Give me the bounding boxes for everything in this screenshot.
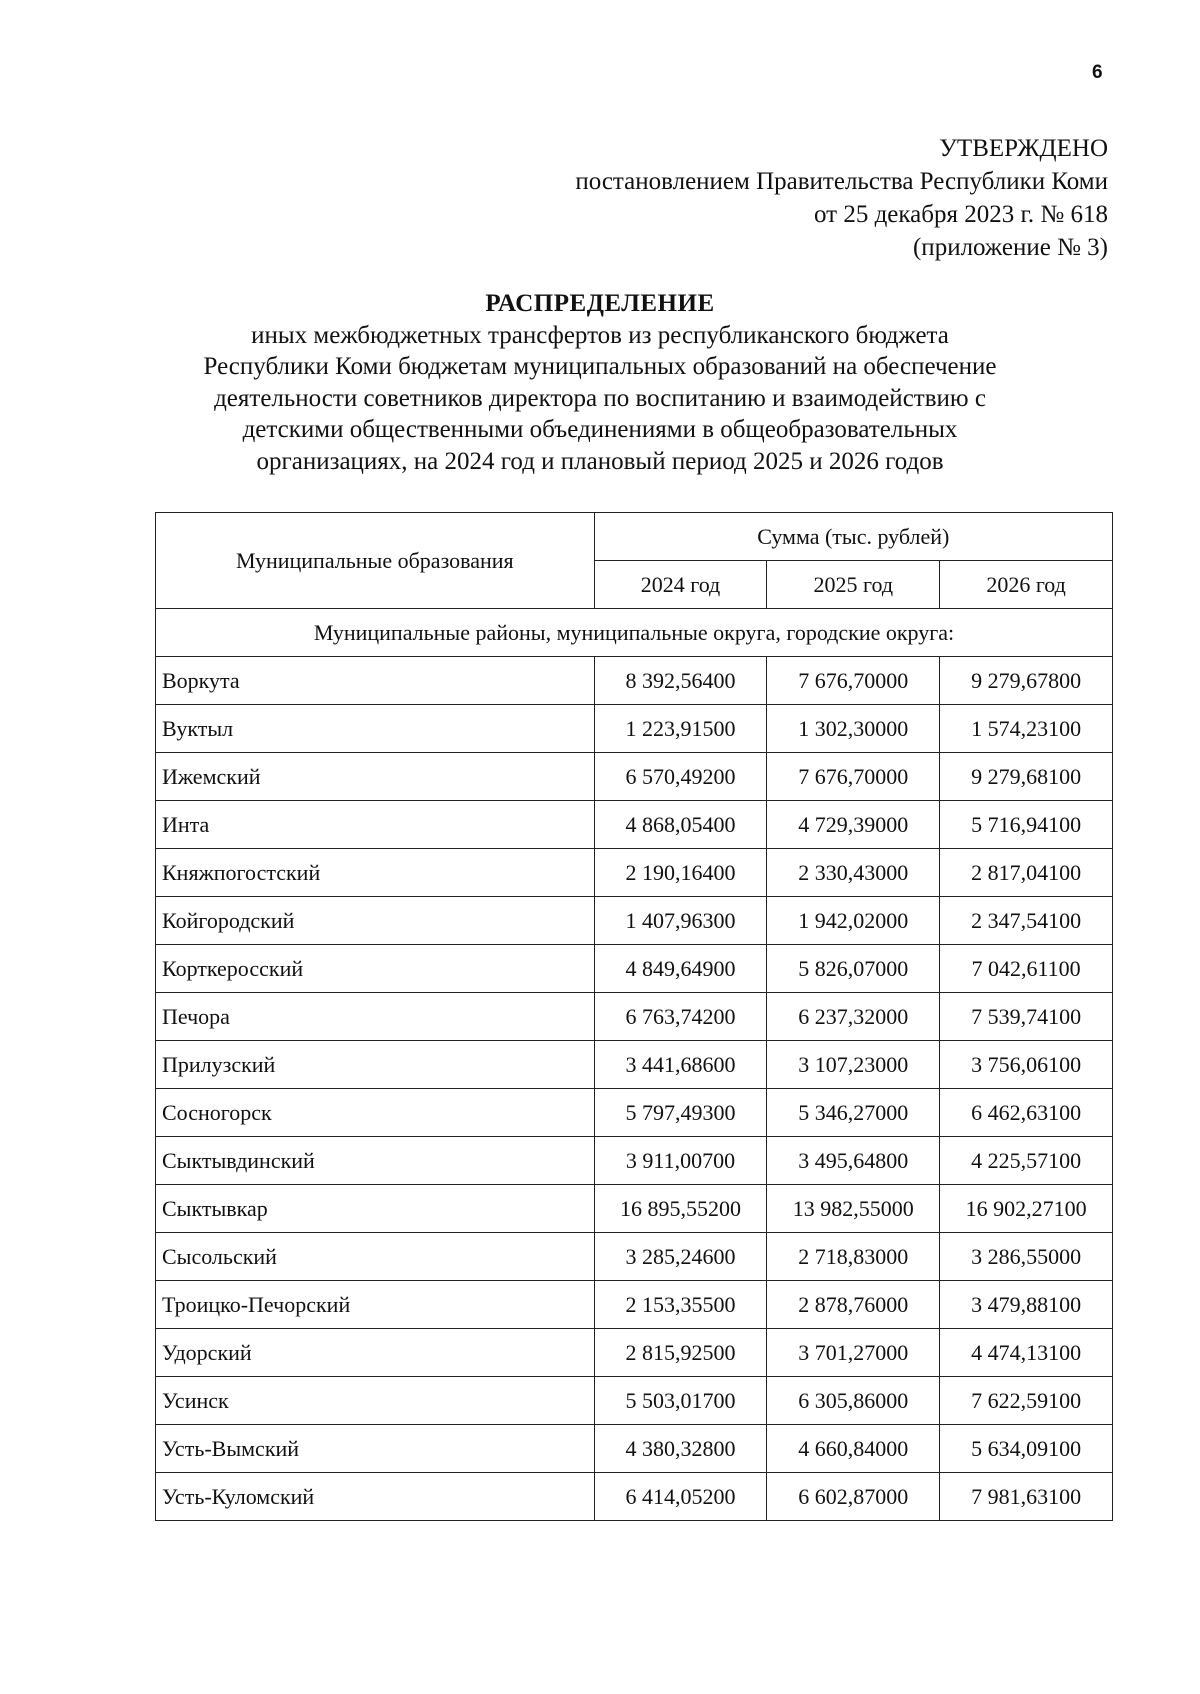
- table-row: [156, 705, 1113, 753]
- cell-amount-2025: 4 729,39000: [767, 801, 940, 849]
- approval-title: УТВЕРЖДЕНО: [939, 135, 1108, 162]
- cell-municipality-name: Вуктыл: [156, 705, 595, 753]
- cell-amount-2024: 4 849,64900: [594, 945, 767, 993]
- cell-amount-2025: 13 982,55000: [767, 1185, 940, 1233]
- cell-amount-2026: 7 981,63100: [940, 1473, 1113, 1521]
- cell-amount-2025: 6 602,87000: [767, 1473, 940, 1521]
- cell-amount-2026: 2 347,54100: [940, 897, 1113, 945]
- cell-municipality-name: Сыктывдинский: [156, 1137, 595, 1185]
- cell-amount-2024: 2 153,35500: [594, 1281, 767, 1329]
- cell-amount-2026: 4 225,57100: [940, 1137, 1113, 1185]
- table-section-row: [156, 609, 1113, 657]
- cell-amount-2026: 7 042,61100: [940, 945, 1113, 993]
- table-row: [156, 801, 1113, 849]
- cell-amount-2026: 5 634,09100: [940, 1425, 1113, 1473]
- cell-amount-2025: 7 676,70000: [767, 657, 940, 705]
- table-row: [156, 1185, 1113, 1233]
- cell-municipality-name: Усть-Вымский: [156, 1425, 595, 1473]
- cell-amount-2024: 5 503,01700: [594, 1377, 767, 1425]
- cell-municipality-name: Корткеросский: [156, 945, 595, 993]
- cell-amount-2025: 3 701,27000: [767, 1329, 940, 1377]
- cell-amount-2024: 2 815,92500: [594, 1329, 767, 1377]
- cell-amount-2025: 2 878,76000: [767, 1281, 940, 1329]
- cell-municipality-name: Воркута: [156, 657, 595, 705]
- table-header-row: [156, 513, 1113, 561]
- column-header-amount: Сумма (тыс. рублей): [594, 513, 1112, 561]
- table-row: [156, 1425, 1113, 1473]
- cell-amount-2026: 1 574,23100: [940, 705, 1113, 753]
- column-header-year-2025: 2025 год: [767, 561, 940, 609]
- cell-amount-2024: 6 414,05200: [594, 1473, 767, 1521]
- cell-municipality-name: Сысольский: [156, 1233, 595, 1281]
- cell-amount-2025: 3 107,23000: [767, 1041, 940, 1089]
- cell-amount-2025: 5 826,07000: [767, 945, 940, 993]
- cell-municipality-name: Печора: [156, 993, 595, 1041]
- cell-amount-2026: 9 279,67800: [940, 657, 1113, 705]
- table-row: [156, 1329, 1113, 1377]
- cell-amount-2025: 4 660,84000: [767, 1425, 940, 1473]
- cell-amount-2024: 5 797,49300: [594, 1089, 767, 1137]
- column-header-year-2024: 2024 год: [594, 561, 767, 609]
- cell-amount-2025: 2 330,43000: [767, 849, 940, 897]
- approval-appendix: (приложение № 3): [912, 234, 1108, 261]
- cell-municipality-name: Инта: [156, 801, 595, 849]
- cell-amount-2026: 7 622,59100: [940, 1377, 1113, 1425]
- cell-amount-2024: 8 392,56400: [594, 657, 767, 705]
- cell-amount-2024: 4 868,05400: [594, 801, 767, 849]
- cell-amount-2025: 1 942,02000: [767, 897, 940, 945]
- table-row: [156, 1377, 1113, 1425]
- table-row: [156, 849, 1113, 897]
- cell-municipality-name: Койгородский: [156, 897, 595, 945]
- cell-amount-2024: 6 570,49200: [594, 753, 767, 801]
- cell-amount-2025: 2 718,83000: [767, 1233, 940, 1281]
- cell-amount-2025: 6 305,86000: [767, 1377, 940, 1425]
- cell-amount-2025: 7 676,70000: [767, 753, 940, 801]
- document-subtitle-line: деятельности советников директора по воспитанию и взаимодействию с: [214, 384, 986, 412]
- cell-municipality-name: Сосногорск: [156, 1089, 595, 1137]
- cell-municipality-name: Удорский: [156, 1329, 595, 1377]
- cell-amount-2026: 5 716,94100: [940, 801, 1113, 849]
- table-row: [156, 657, 1113, 705]
- table-row: [156, 993, 1113, 1041]
- cell-amount-2026: 3 479,88100: [940, 1281, 1113, 1329]
- table-row: [156, 1233, 1113, 1281]
- approval-stamp-block: [575, 132, 1108, 264]
- table-row: [156, 897, 1113, 945]
- cell-amount-2026: 2 817,04100: [940, 849, 1113, 897]
- cell-amount-2026: 9 279,68100: [940, 753, 1113, 801]
- cell-municipality-name: Прилузский: [156, 1041, 595, 1089]
- cell-amount-2025: 3 495,64800: [767, 1137, 940, 1185]
- column-header-year-2026: 2026 год: [940, 561, 1113, 609]
- table-row: [156, 945, 1113, 993]
- cell-amount-2026: 6 462,63100: [940, 1089, 1113, 1137]
- approval-authority: постановлением Правительства Республики Коми: [575, 168, 1108, 195]
- document-subtitle-line: детскими общественными объединениями в общеобразовательных: [242, 416, 958, 443]
- cell-amount-2024: 2 190,16400: [594, 849, 767, 897]
- cell-amount-2025: 6 237,32000: [767, 993, 940, 1041]
- cell-amount-2024: 16 895,55200: [594, 1185, 767, 1233]
- document-subtitle-line: организациях, на 2024 год и плановый период 2025 и 2026 годов: [256, 447, 944, 475]
- table-row: [156, 1089, 1113, 1137]
- cell-amount-2026: 4 474,13100: [940, 1329, 1113, 1377]
- cell-amount-2026: 7 539,74100: [940, 993, 1113, 1041]
- page-number: 6: [1092, 62, 1103, 83]
- cell-amount-2025: 5 346,27000: [767, 1089, 940, 1137]
- document-heading: [0, 288, 1200, 477]
- table-row: [156, 1473, 1113, 1521]
- cell-municipality-name: Усинск: [156, 1377, 595, 1425]
- cell-municipality-name: Усть-Куломский: [156, 1473, 595, 1521]
- table-row: [156, 753, 1113, 801]
- approval-date-number: от 25 декабря 2023 г. № 618: [813, 201, 1108, 228]
- cell-municipality-name: Троицко-Печорский: [156, 1281, 595, 1329]
- cell-municipality-name: Ижемский: [156, 753, 595, 801]
- cell-amount-2026: 3 286,55000: [940, 1233, 1113, 1281]
- cell-amount-2026: 3 756,06100: [940, 1041, 1113, 1089]
- table-section-label: Муниципальные районы, муниципальные округа, городские округа:: [156, 609, 1113, 657]
- cell-amount-2024: 4 380,32800: [594, 1425, 767, 1473]
- cell-amount-2024: 1 407,96300: [594, 897, 767, 945]
- cell-municipality-name: Сыктывкар: [156, 1185, 595, 1233]
- cell-amount-2024: 3 911,00700: [594, 1137, 767, 1185]
- cell-amount-2025: 1 302,30000: [767, 705, 940, 753]
- cell-amount-2024: 6 763,74200: [594, 993, 767, 1041]
- table-row: [156, 1137, 1113, 1185]
- document-subtitle-line: иных межбюджетных трансфертов из республиканского бюджета: [251, 321, 949, 349]
- cell-amount-2024: 3 441,68600: [594, 1041, 767, 1089]
- cell-municipality-name: Княжпогостский: [156, 849, 595, 897]
- cell-amount-2026: 16 902,27100: [940, 1185, 1113, 1233]
- cell-amount-2024: 1 223,91500: [594, 705, 767, 753]
- table-row: [156, 1041, 1113, 1089]
- document-subtitle-line: Республики Коми бюджетам муниципальных образований на обеспечение: [203, 353, 997, 380]
- column-header-municipalities: Муниципальные образования: [156, 513, 595, 609]
- document-title: РАСПРЕДЕЛЕНИЕ: [485, 290, 715, 317]
- cell-amount-2024: 3 285,24600: [594, 1233, 767, 1281]
- table-row: [156, 1281, 1113, 1329]
- distribution-table: [155, 512, 1113, 1521]
